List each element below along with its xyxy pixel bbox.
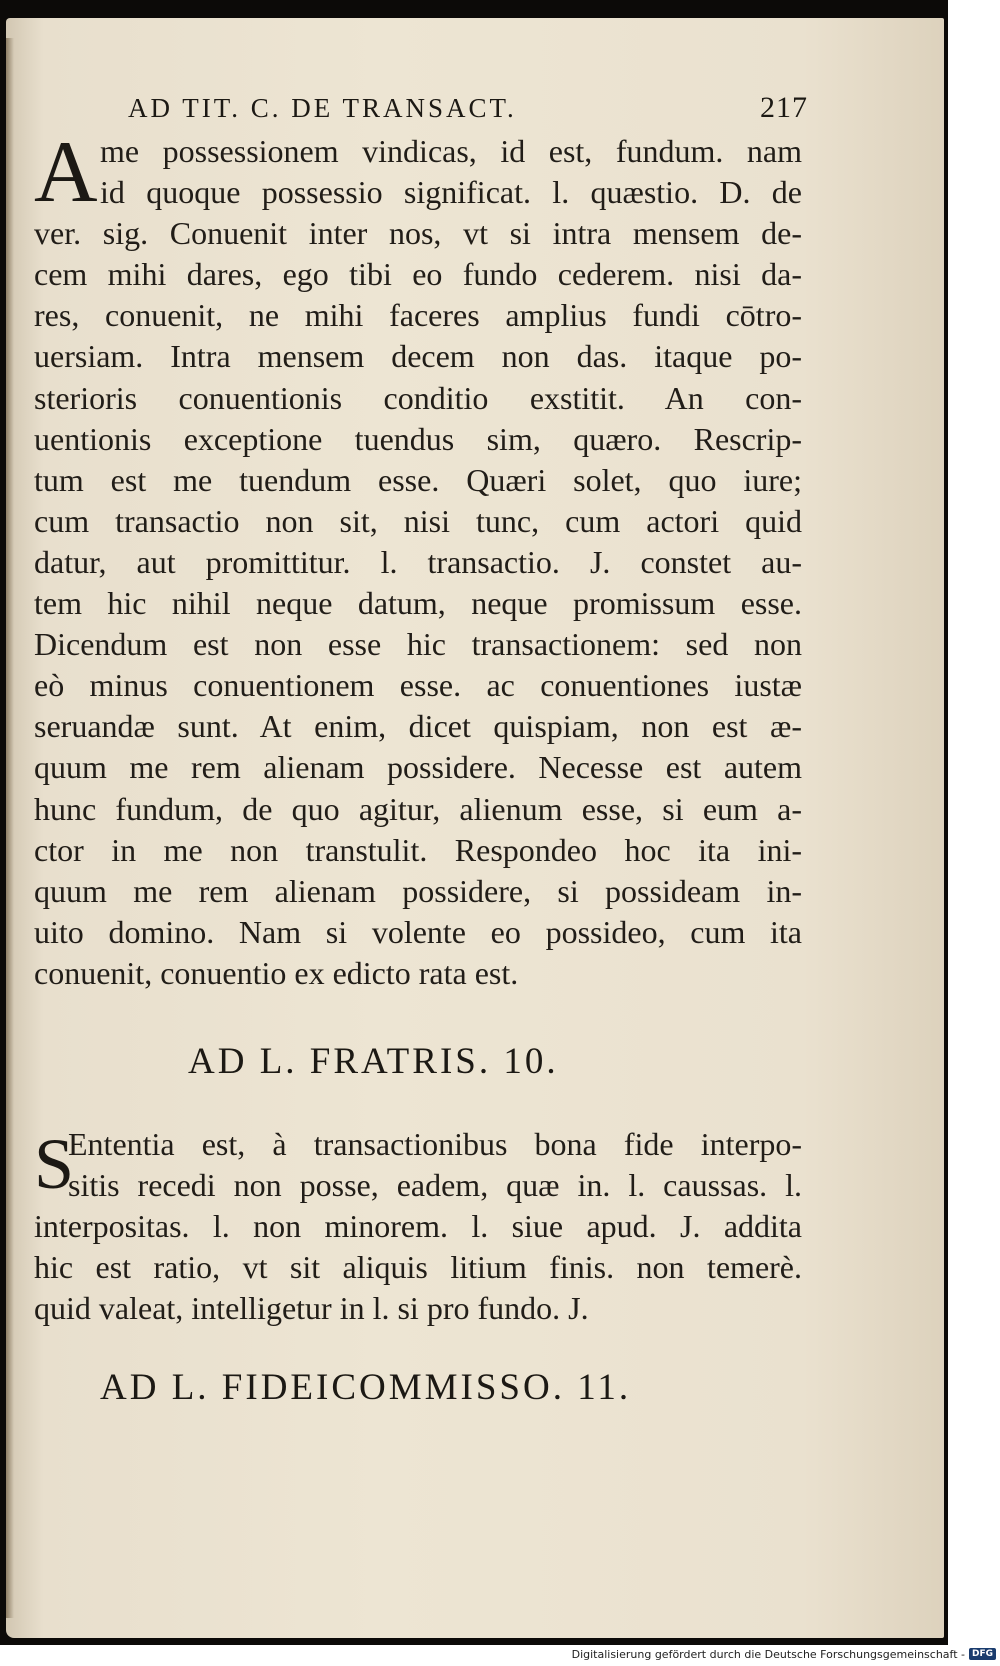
text-line: cum transactio non sit, nisi tunc, cum actori quid bbox=[34, 502, 802, 539]
text-line: conuenit, conuentio ex edicto rata est. bbox=[34, 954, 519, 991]
text-line: quid valeat, intelligetur in l. si pro fundo. J. bbox=[34, 1290, 589, 1327]
text-line: datur, aut promittitur. l. transactio. J. constet au- bbox=[34, 543, 802, 580]
text-line: hic est ratio, vt sit aliquis litium finis. non temerè. bbox=[34, 1249, 802, 1286]
paragraph-1 bbox=[34, 124, 802, 994]
text-line: ctor in me non transtulit. Respondeo hoc ita ini- bbox=[34, 831, 802, 868]
text-line: cem mihi dares, ego tibi eo fundo cederem. nisi da- bbox=[34, 256, 802, 293]
credit-text: Digitalisierung gefördert durch die Deutsche Forschungsgemeinschaft - bbox=[571, 1647, 965, 1661]
dfg-logo: DFG bbox=[969, 1648, 996, 1660]
drop-cap: A bbox=[34, 124, 98, 221]
text-line: uito domino. Nam si volente eo possideo, cum ita bbox=[34, 913, 802, 950]
text-line: me possessionem vindicas, id est, fundum. nam bbox=[100, 133, 802, 169]
text-line: eò minus conuentionem esse. ac conuentiones iustæ bbox=[34, 667, 802, 704]
text-line: hunc fundum, de quo agitur, alienum esse, si eum a- bbox=[34, 790, 802, 827]
text-line: interpositas. l. non minorem. l. siue apud. J. addita bbox=[34, 1208, 802, 1245]
text-line: sitis recedi non posse, eadem, quæ in. l. caussas. l. bbox=[68, 1167, 802, 1204]
text-line: tem hic nihil neque datum, neque promissum esse. bbox=[34, 585, 802, 622]
text-line: tum est me tuendum esse. Quæri solet, quo iure; bbox=[34, 461, 802, 498]
text-line: quum me rem alienam possidere, si possideam in- bbox=[34, 872, 802, 909]
text-line: res, conuenit, ne mihi faceres amplius fundi cōtro- bbox=[34, 297, 802, 334]
drop-cap: S bbox=[34, 1124, 75, 1204]
text-line: sterioris conuentionis conditio exstitit. An con- bbox=[34, 379, 802, 416]
text-line: quum me rem alienam possidere. Necesse est autem bbox=[34, 749, 802, 786]
section-heading: AD L. FIDEICOMMISSO. 11. bbox=[100, 1367, 632, 1408]
digitization-credit bbox=[572, 1646, 996, 1662]
text-line: Ententia est, à transactionibus bona fide interpo- bbox=[68, 1126, 802, 1162]
section-heading: AD L. FRATRIS. 10. bbox=[188, 1041, 559, 1082]
paragraph-2 bbox=[34, 1124, 802, 1329]
text-line: seruandæ sunt. At enim, dicet quispiam, non est æ- bbox=[34, 708, 802, 745]
page-header bbox=[128, 93, 808, 133]
page-number: 217 bbox=[760, 91, 808, 124]
text-line: uersiam. Intra mensem decem non das. itaque po- bbox=[34, 338, 802, 375]
text-line: Dicendum est non esse hic transactionem: sed non bbox=[34, 626, 802, 663]
text-line: id quoque possessio significat. l. quæstio. D. de bbox=[100, 174, 802, 211]
running-head: AD TIT. C. DE TRANSACT. bbox=[128, 93, 517, 123]
text-line: ver. sig. Conuenit inter nos, vt si intra mensem de- bbox=[34, 215, 802, 252]
text-line: uentionis exceptione tuendus sim, quæro. Rescrip- bbox=[34, 420, 802, 457]
